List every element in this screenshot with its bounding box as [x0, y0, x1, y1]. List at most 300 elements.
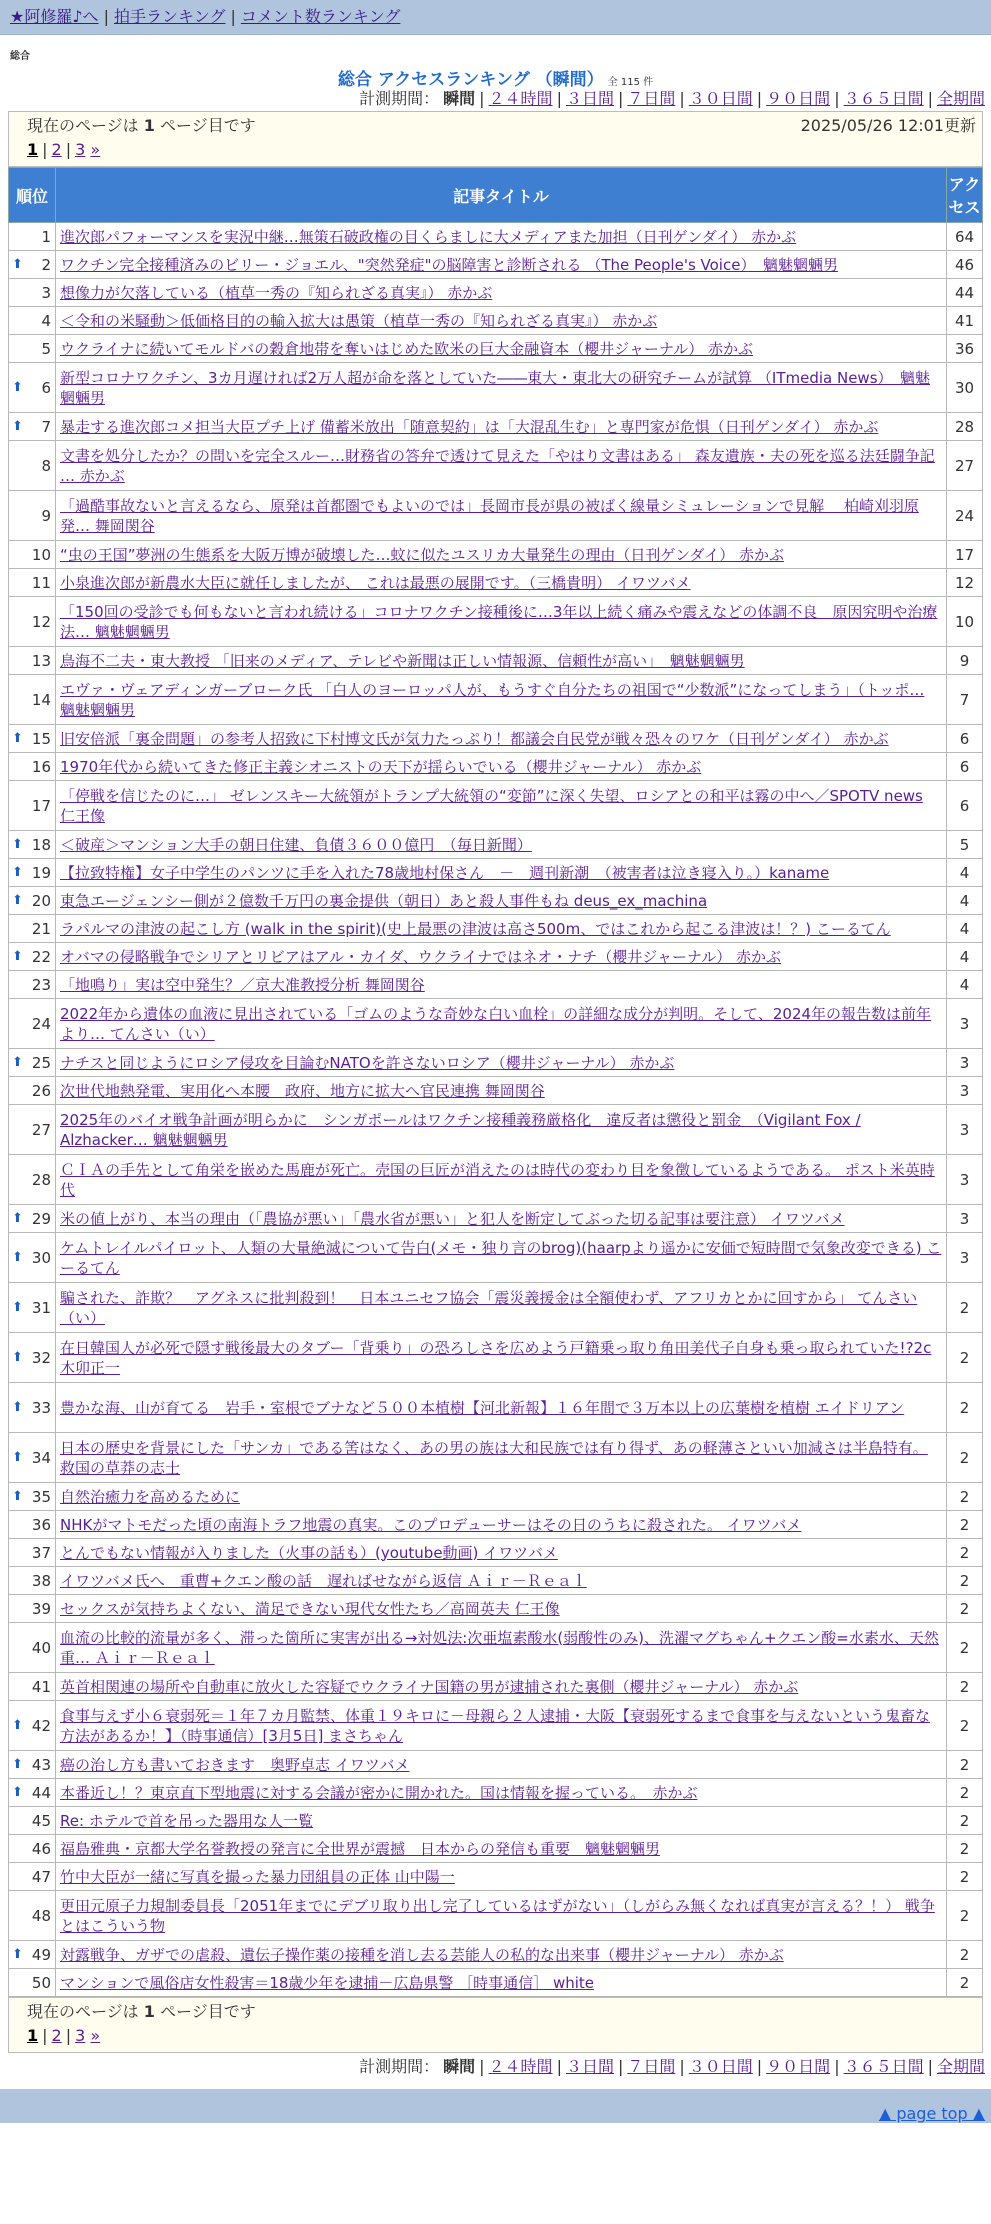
table-row	[9, 251, 983, 279]
rank-cell	[9, 943, 56, 971]
access-count: 4	[947, 915, 983, 943]
rank-number: 30	[31, 1248, 51, 1267]
nav-separator: |	[103, 7, 109, 26]
table-row	[9, 1483, 983, 1511]
rank-cell	[9, 1751, 56, 1779]
period-link[interactable]: 全期間	[936, 2057, 985, 2076]
article-link[interactable]: NHKがマトモだった頃の南海トラフ地震の真実。このプロデューサーはその日のうちに殺された。 イワツバメ	[60, 1515, 802, 1534]
rank-number: 19	[31, 863, 51, 882]
rank-cell	[9, 831, 56, 859]
period-link[interactable]: ２４時間	[488, 89, 553, 108]
title-cell	[56, 1077, 947, 1105]
period-separator: |	[679, 2057, 685, 2076]
article-link[interactable]: 2025年のバイオ戦争計画が明らかに シンガポールはワクチン接種義務厳格化 違反者は懲役と罰金 （Vigilant Fox / Alzhacker… 魑魅魍魎男	[60, 1110, 861, 1149]
article-link[interactable]: 「停戦を信じたのに…」 ゼレンスキー大統領がトランプ大統領の“変節”に深く失望、ロシアとの和平は霧の中へ／SPOTV news 仁王像	[60, 786, 923, 825]
up-arrow-icon: ⬆	[12, 948, 23, 964]
title-cell	[56, 1835, 947, 1863]
article-link[interactable]: 騙された、詐欺？ アグネスに批判殺到！ 日本ユニセフ協会「震災義援金は全額使わず、アフリカとかに回すから」 てんさい（い）	[60, 1288, 918, 1327]
table-row	[9, 541, 983, 569]
access-count: 4	[947, 971, 983, 999]
access-count: 24	[947, 491, 983, 541]
title-column-header: 記事タイトル	[56, 168, 947, 223]
title-cell	[56, 1433, 947, 1483]
rank-number: 5	[41, 339, 51, 358]
rank-number: 3	[41, 283, 51, 302]
rank-cell	[9, 1623, 56, 1673]
table-row	[9, 1941, 983, 1969]
table-row	[9, 943, 983, 971]
table-row	[9, 915, 983, 943]
article-link[interactable]: Re: ホテルで首を吊った器用な人一覧	[60, 1811, 314, 1830]
article-link[interactable]: 次世代地熱発電、実用化へ本腰 政府、地方に拡大へ官民連携 舞岡関谷	[60, 1081, 545, 1100]
title-cell	[56, 859, 947, 887]
table-row	[9, 441, 983, 491]
title-cell	[56, 887, 947, 915]
article-link[interactable]: 在日韓国人が必死で隠す戦後最大のタブー「背乗り」の恐ろしさを広めよう戸籍乗っ取り角田美代子自身も乗っ取られていた!?2c 木卯正一	[60, 1338, 932, 1377]
rank-number: 31	[31, 1298, 51, 1317]
clap-ranking-link[interactable]: 拍手ランキング	[113, 7, 226, 26]
period-link[interactable]: ３日間	[565, 89, 614, 108]
title-cell	[56, 1969, 947, 1997]
table-row	[9, 1751, 983, 1779]
table-row	[9, 1567, 983, 1595]
title-cell	[56, 943, 947, 971]
access-count: 36	[947, 335, 983, 363]
page-link[interactable]: 1	[27, 2026, 39, 2045]
rank-cell	[9, 1835, 56, 1863]
pagination-top	[27, 138, 974, 162]
current-page-number: 1	[143, 2002, 155, 2021]
title-cell	[56, 1891, 947, 1941]
rank-cell	[9, 1333, 56, 1383]
title-cell	[56, 1333, 947, 1383]
article-link[interactable]: 想像力が欠落している（植草一秀の『知られざる真実』） 赤かぶ	[60, 283, 493, 302]
article-link[interactable]: 1970年代から続いてきた修正主義シオニストの天下が揺らいでいる（櫻井ジャーナル） 赤かぶ	[60, 757, 702, 776]
article-link[interactable]: 進次郎パフォーマンスを実況中継…無策石破政権の目くらましに大メディアまた加担（日刊ゲンダイ） 赤かぶ	[60, 227, 797, 246]
rank-cell	[9, 1077, 56, 1105]
period-link[interactable]: ７日間	[627, 2057, 676, 2076]
table-row	[9, 647, 983, 675]
access-count: 2	[947, 1567, 983, 1595]
rank-cell	[9, 335, 56, 363]
rank-number: 4	[41, 311, 51, 330]
table-row	[9, 223, 983, 251]
article-link[interactable]: ウクライナに続いてモルドバの穀倉地帯を奪いはじめた欧米の巨大金融資本（櫻井ジャーナル） 赤かぶ	[60, 339, 753, 358]
period-separator: |	[756, 89, 763, 108]
access-count: 9	[947, 647, 983, 675]
article-link[interactable]: 福島雅典・京都大学名誉教授の発言に全世界が震撼 日本からの発信も重要 魑魅魍魎男	[60, 1839, 661, 1858]
access-count: 2	[947, 1433, 983, 1483]
rank-number: 45	[31, 1811, 51, 1830]
rank-cell	[9, 1567, 56, 1595]
total-count: 全 115 件	[607, 77, 654, 88]
page-link[interactable]: 2	[51, 140, 62, 159]
title-cell	[56, 1623, 947, 1673]
access-count: 4	[947, 859, 983, 887]
article-link[interactable]: ワクチン完全接種済みのビリー・ジョエル、"突然発症"の脳障害と診断される （The People's Voice） 魑魅魍魎男	[60, 255, 838, 274]
up-arrow-icon: ⬆	[12, 1210, 23, 1226]
title-cell	[56, 1283, 947, 1333]
access-count: 6	[947, 781, 983, 831]
access-count: 3	[947, 1105, 983, 1155]
page-separator: |	[42, 2026, 48, 2045]
rank-number: 28	[31, 1170, 51, 1189]
rank-cell	[9, 363, 56, 413]
table-row	[9, 1969, 983, 1997]
title-cell	[56, 1049, 947, 1077]
access-count: 2	[947, 1835, 983, 1863]
next-page-link[interactable]: »	[90, 2026, 101, 2045]
rank-cell	[9, 1779, 56, 1807]
table-row	[9, 1433, 983, 1483]
rank-cell	[9, 223, 56, 251]
article-link[interactable]: 更田元原子力規制委員長「2051年までにデブリ取り出し完了しているはずがない」（しがらみ無くなれば真実が言える？！） 戦争とはこういう物	[60, 1896, 935, 1935]
rank-cell	[9, 1941, 56, 1969]
rank-cell	[9, 251, 56, 279]
rank-number: 25	[31, 1053, 51, 1072]
up-arrow-icon: ⬆	[12, 1054, 23, 1070]
title-cell	[56, 441, 947, 491]
title-cell	[56, 413, 947, 441]
top-nav	[0, 0, 991, 35]
article-link[interactable]: 食事与えず小６衰弱死＝１年７カ月監禁、体重１９キロに－母親ら２人逮捕・大阪【衰弱死するまで食事を与えないという鬼畜な方法があるか！】（時事通信）[3月5日] まさちゃん	[60, 1706, 931, 1745]
title-cell	[56, 1383, 947, 1433]
rank-number: 15	[31, 729, 51, 748]
rank-cell	[9, 491, 56, 541]
rank-number: 21	[31, 919, 51, 938]
article-link[interactable]: 【拉致特権】女子中学生のパンツに手を入れた78歳地村保さん － 週刊新潮 （被害者は泣き寝入り。）kaname	[60, 863, 830, 882]
period-separator: |	[927, 89, 933, 108]
access-count: 2	[947, 1891, 983, 1941]
rank-number: 41	[31, 1677, 51, 1696]
access-column-header: アクセス	[947, 168, 983, 223]
rank-number: 26	[31, 1081, 51, 1100]
updated-timestamp: 2025/05/26 12:01更新	[800, 116, 976, 135]
access-count: 2	[947, 1863, 983, 1891]
period-link[interactable]: ３０日間	[688, 89, 753, 108]
rank-number: 20	[31, 891, 51, 910]
rank-number: 35	[31, 1487, 51, 1506]
article-link[interactable]: 暴走する進次郎コメ担当大臣プチ上げ 備蓄米放出「随意契約」は「大混乱生む」と専門家が危惧（日刊ゲンダイ） 赤かぶ	[60, 417, 879, 436]
access-count: 17	[947, 541, 983, 569]
article-link[interactable]: 日本の歴史を背景にした「サンカ」である筈はなく、あの男の族は大和民族では有り得ず、あの軽薄さといい加減さは半島特有。 救国の草莽の志士	[60, 1438, 928, 1477]
article-link[interactable]: 旧安倍派「裏金問題」の参考人招致に下村博文氏が気力たっぷり！都議会自民党が戦々恐々のワケ（日刊ゲンダイ） 赤かぶ	[60, 729, 889, 748]
title-cell	[56, 725, 947, 753]
rank-number: 16	[31, 757, 51, 776]
article-link[interactable]: エヴァ・ヴェアディンガーブローク氏 「白人のヨーロッパ人が、もうすぐ自分たちの祖国で“少数派”になってしまう」（トッポ… 魑魅魍魎男	[60, 680, 925, 719]
title-cell	[56, 569, 947, 597]
rank-number: 11	[31, 573, 51, 592]
title-cell	[56, 915, 947, 943]
title-cell	[56, 541, 947, 569]
rank-cell	[9, 647, 56, 675]
period-link[interactable]: ３６５日間	[843, 89, 924, 108]
title-cell	[56, 971, 947, 999]
title-cell	[56, 831, 947, 859]
rank-number: 23	[31, 975, 51, 994]
rank-cell	[9, 1105, 56, 1155]
rank-cell	[9, 1205, 56, 1233]
article-link[interactable]: “虫の王国”夢洲の生態系を大阪万博が破壊した…蚊に似たユスリカ大量発生の理由（日刊ゲンダイ） 赤かぶ	[60, 545, 784, 564]
period-link[interactable]: ３６５日間	[843, 2057, 924, 2076]
article-link[interactable]: 自然治癒力を高めるために	[60, 1487, 241, 1506]
article-link[interactable]: ＜令和の米騒動＞低価格目的の輸入拡大は愚策（植草一秀の『知られざる真実』） 赤かぶ	[60, 311, 658, 330]
title-cell	[56, 1205, 947, 1233]
rank-cell	[9, 1863, 56, 1891]
rank-cell	[9, 999, 56, 1049]
title-cell	[56, 279, 947, 307]
title-cell	[56, 1863, 947, 1891]
home-link[interactable]: ★阿修羅♪へ	[10, 7, 99, 26]
title-cell	[56, 781, 947, 831]
table-row	[9, 999, 983, 1049]
access-count: 44	[947, 279, 983, 307]
page-link[interactable]: 3	[75, 140, 86, 159]
up-arrow-icon: ⬆	[12, 1249, 23, 1265]
access-count: 2	[947, 1483, 983, 1511]
access-count: 3	[947, 1155, 983, 1205]
rank-cell	[9, 1483, 56, 1511]
rank-number: 33	[31, 1398, 51, 1417]
title-cell	[56, 753, 947, 781]
table-row	[9, 335, 983, 363]
article-link[interactable]: セックスが気持ちよくない、満足できない現代女性たち／高岡英夫 仁王像	[60, 1599, 560, 1618]
title-cell	[56, 1941, 947, 1969]
up-arrow-icon: ⬆	[12, 1784, 23, 1800]
article-link[interactable]: 米の値上がり、本当の理由（「農協が悪い」「農水省が悪い」と犯人を断定してぶった切る記事は要注意） イワツバメ	[60, 1209, 845, 1228]
period-link[interactable]: ３日間	[565, 2057, 614, 2076]
period-separator: |	[556, 89, 562, 108]
period-link[interactable]: ２４時間	[488, 2057, 553, 2076]
access-count: 7	[947, 675, 983, 725]
rank-cell	[9, 1383, 56, 1433]
rank-number: 42	[31, 1716, 51, 1735]
up-arrow-icon: ⬆	[12, 864, 23, 880]
title-cell	[56, 1779, 947, 1807]
table-row	[9, 1333, 983, 1383]
article-link[interactable]: とんでもない情報が入りました（火事の話も）(youtube動画) イワツバメ	[60, 1543, 558, 1562]
page-top-link[interactable]: ▲ page top ▲	[878, 2104, 985, 2123]
table-row	[9, 1049, 983, 1077]
rank-cell	[9, 1433, 56, 1483]
access-count: 2	[947, 1807, 983, 1835]
table-row	[9, 753, 983, 781]
page-title	[0, 65, 991, 90]
article-link[interactable]: オバマの侵略戦争でシリアとリビアはアル・カイダ、ウクライナではネオ・ナチ（櫻井ジャーナル） 赤かぶ	[60, 947, 782, 966]
title-cell	[56, 1567, 947, 1595]
period-link[interactable]: ９０日間	[766, 89, 831, 108]
title-cell	[56, 1105, 947, 1155]
rank-cell	[9, 1969, 56, 1997]
table-row	[9, 597, 983, 647]
rank-number: 43	[31, 1755, 51, 1774]
period-current: 瞬間	[443, 89, 476, 108]
page-link[interactable]: 3	[75, 2026, 86, 2045]
access-count: 3	[947, 1049, 983, 1077]
table-row	[9, 1283, 983, 1333]
table-row	[9, 725, 983, 753]
access-count: 41	[947, 307, 983, 335]
access-count: 30	[947, 363, 983, 413]
up-arrow-icon: ⬆	[12, 1717, 23, 1733]
access-count: 2	[947, 1969, 983, 1997]
article-link[interactable]: 「150回の受診でも何もないと言われ続ける」コロナワクチン接種後に…3年以上続く痛みや震えなどの体調不良 原因究明や治療法… 魑魅魍魎男	[60, 602, 938, 641]
rank-number: 36	[31, 1515, 51, 1534]
article-link[interactable]: ナチスと同じようにロシア侵攻を目論むNATOを許さないロシア（櫻井ジャーナル） 赤かぶ	[60, 1053, 675, 1072]
article-link[interactable]: マンションで風俗店女性殺害＝18歳少年を逮捕－広島県警 ［時事通信］ white	[60, 1973, 595, 1992]
rank-number: 37	[31, 1543, 51, 1562]
article-link[interactable]: 新型コロナワクチン、3カ月遅ければ2万人超が命を落としていた――東大・東北大の研究チームが試算 （ITmedia News） 魑魅魍魎男	[60, 368, 931, 407]
period-separator: |	[479, 89, 485, 108]
rank-cell	[9, 541, 56, 569]
rank-number: 6	[41, 378, 51, 397]
period-separator: |	[834, 2057, 840, 2076]
rank-number: 44	[31, 1783, 51, 1802]
article-link[interactable]: ラパルマの津波の起こし方 (walk in the spirit)(史上最悪の津波は高さ500m、ではこれから起こる津波は！？) こーるてん	[60, 919, 891, 938]
page-title-text: 総合 アクセスランキング （瞬間）	[337, 70, 604, 90]
period-link[interactable]: ７日間	[627, 89, 676, 108]
article-link[interactable]: 「過酷事故ないと言えるなら、原発は首都圏でもよいのでは」長岡市長が県の被ばく線量シミュレーションで見解 柏崎刈羽原発… 舞岡関谷	[60, 496, 919, 535]
bottom-bar	[0, 2089, 991, 2123]
rank-cell	[9, 753, 56, 781]
ranking-table	[8, 167, 983, 1997]
title-cell	[56, 999, 947, 1049]
pagination-bottom	[27, 2024, 974, 2048]
rank-number: 10	[31, 545, 51, 564]
article-link[interactable]: 東急エージェンシー側が２億数千万円の裏金提供（朝日）あと殺人事件もね deus_ex_machina	[60, 891, 708, 910]
access-count: 2	[947, 1383, 983, 1433]
page-link[interactable]: 1	[27, 140, 39, 159]
table-header-row	[9, 168, 983, 223]
rank-number: 1	[41, 227, 51, 246]
table-row	[9, 1863, 983, 1891]
rank-number: 22	[31, 947, 51, 966]
article-link[interactable]: 豊かな海、山が育てる 岩手・室根でブナなど５００本植樹【河北新報】１６年間で３万本以上の広葉樹を植樹 エイドリアン	[60, 1398, 905, 1417]
period-separator: |	[617, 2057, 624, 2076]
rank-cell	[9, 1511, 56, 1539]
period-label: 計測期間：	[359, 2057, 440, 2076]
article-link[interactable]: 鳥海不二夫・東大教授 「旧来のメディア、テレビや新聞は正しい情報源、信頼性が高い」 魑魅魍魎男	[60, 651, 745, 670]
period-separator: |	[556, 2057, 562, 2076]
current-page-number: 1	[143, 116, 155, 135]
article-link[interactable]: 2022年から遺体の血液に見出されている「ゴムのような奇妙な白い血栓」の詳細な成分が判明。そして、2024年の報告数は前年より… てんさい（い）	[60, 1004, 932, 1043]
table-row	[9, 491, 983, 541]
page-separator: |	[65, 140, 72, 159]
rank-cell	[9, 1049, 56, 1077]
next-page-link[interactable]: »	[90, 140, 101, 159]
access-count: 64	[947, 223, 983, 251]
table-row	[9, 1105, 983, 1155]
title-cell	[56, 1483, 947, 1511]
table-row	[9, 1595, 983, 1623]
table-row	[9, 1673, 983, 1701]
access-count: 2	[947, 1701, 983, 1751]
up-arrow-icon: ⬆	[12, 1349, 23, 1365]
title-cell	[56, 491, 947, 541]
period-link[interactable]: ３０日間	[688, 2057, 753, 2076]
article-link[interactable]: 小泉進次郎が新農水大臣に就任しましたが、 これは最悪の展開です。（三橋貴明） イワツバメ	[60, 573, 691, 592]
article-link[interactable]: 血流の比較的流量が多く、滞った箇所に実害が出る→対処法:次亜塩素酸水(弱酸性のみ)、洗濯マグちゃん+クエン酸=水素水、天然重… Ａｉｒ－Ｒｅａｌ	[60, 1628, 939, 1667]
title-cell	[56, 1155, 947, 1205]
period-label: 計測期間：	[359, 89, 440, 108]
period-separator: |	[679, 89, 685, 108]
rank-number: 47	[31, 1867, 51, 1886]
access-count: 3	[947, 1205, 983, 1233]
period-link[interactable]: 全期間	[936, 89, 985, 108]
title-cell	[56, 363, 947, 413]
up-arrow-icon: ⬆	[12, 892, 23, 908]
access-count: 2	[947, 1283, 983, 1333]
article-link[interactable]: 癌の治し方も書いておきます 奥野卓志 イワツバメ	[60, 1755, 410, 1774]
rank-cell	[9, 441, 56, 491]
comment-ranking-link[interactable]: コメント数ランキング	[240, 7, 401, 26]
table-row	[9, 279, 983, 307]
article-link[interactable]: 竹中大臣が一緒に写真を撮った暴力団組員の正体 山中陽一	[60, 1867, 455, 1886]
table-row	[9, 1511, 983, 1539]
article-link[interactable]: 対露戦争、ガザでの虐殺、遺伝子操作薬の接種を消し去る芸能人の私的な出来事（櫻井ジャーナル） 赤かぶ	[60, 1945, 784, 1964]
table-row	[9, 413, 983, 441]
page-info-top	[8, 111, 983, 167]
rank-number: 12	[31, 612, 51, 631]
title-cell	[56, 335, 947, 363]
category-label: 総合	[10, 51, 30, 62]
article-link[interactable]: 文書を処分したか？の問いを完全スルー…財務省の答弁で透けて見えた「やはり文書はある」 森友遺族・夫の死を巡る法廷闘争記 … 赤かぶ	[60, 446, 935, 485]
up-arrow-icon: ⬆	[12, 1449, 23, 1465]
rank-cell	[9, 971, 56, 999]
title-cell	[56, 223, 947, 251]
access-count: 28	[947, 413, 983, 441]
rank-cell	[9, 1673, 56, 1701]
title-cell	[56, 1511, 947, 1539]
table-row	[9, 859, 983, 887]
period-current: 瞬間	[443, 2057, 476, 2076]
table-row	[9, 1701, 983, 1751]
article-link[interactable]: 本番近し！？東京直下型地震に対する会議が密かに開かれた。国は情報を握っている。 赤かぶ	[60, 1783, 698, 1802]
up-arrow-icon: ⬆	[12, 836, 23, 852]
table-row	[9, 1807, 983, 1835]
period-separator: |	[834, 89, 840, 108]
rank-number: 29	[31, 1209, 51, 1228]
title-cell	[56, 1807, 947, 1835]
table-row	[9, 1835, 983, 1863]
rank-number: 38	[31, 1571, 51, 1590]
table-row	[9, 971, 983, 999]
access-count: 2	[947, 1941, 983, 1969]
access-count: 2	[947, 1673, 983, 1701]
current-page-prefix: 現在のページは	[27, 2002, 139, 2021]
up-arrow-icon: ⬆	[12, 1299, 23, 1315]
ranking-wrapper	[8, 111, 983, 2053]
up-arrow-icon: ⬆	[12, 1399, 23, 1415]
up-arrow-icon: ⬆	[12, 256, 23, 272]
rank-cell	[9, 569, 56, 597]
title-cell	[56, 1751, 947, 1779]
article-link[interactable]: ＜破産＞マンション大手の朝日住建、負債３６００億円 （毎日新聞）	[60, 835, 532, 854]
table-row	[9, 1155, 983, 1205]
article-link[interactable]: 英首相関連の場所や自動車に放火した容疑でウクライナ国籍の男が逮捕された裏側（櫻井ジャーナル） 赤かぶ	[60, 1677, 799, 1696]
article-link[interactable]: イワツバメ氏へ 重曹+クエン酸の話 遅ればせながら返信 Ａｉｒ－Ｒｅａｌ	[60, 1571, 587, 1590]
access-count: 2	[947, 1511, 983, 1539]
period-link[interactable]: ９０日間	[766, 2057, 831, 2076]
article-link[interactable]: ケムトレイルパイロット、人類の大量絶滅について告白(メモ・独り言のbrog)(haarpより遥かに安価で短時間で気象改変できる) こーるてん	[60, 1238, 942, 1277]
article-link[interactable]: 「地鳴り」実は空中発生？／京大准教授分析 舞岡関谷	[60, 975, 425, 994]
rank-number: 34	[31, 1448, 51, 1467]
article-link[interactable]: ＣＩＡの手先として角栄を嵌めた馬鹿が死亡。売国の巨匠が消えたのは時代の変わり目を象徴しているようである。 ポスト米英時代	[60, 1160, 935, 1199]
rank-cell	[9, 1701, 56, 1751]
up-arrow-icon: ⬆	[12, 730, 23, 746]
page-link[interactable]: 2	[51, 2026, 62, 2045]
title-cell	[56, 307, 947, 335]
